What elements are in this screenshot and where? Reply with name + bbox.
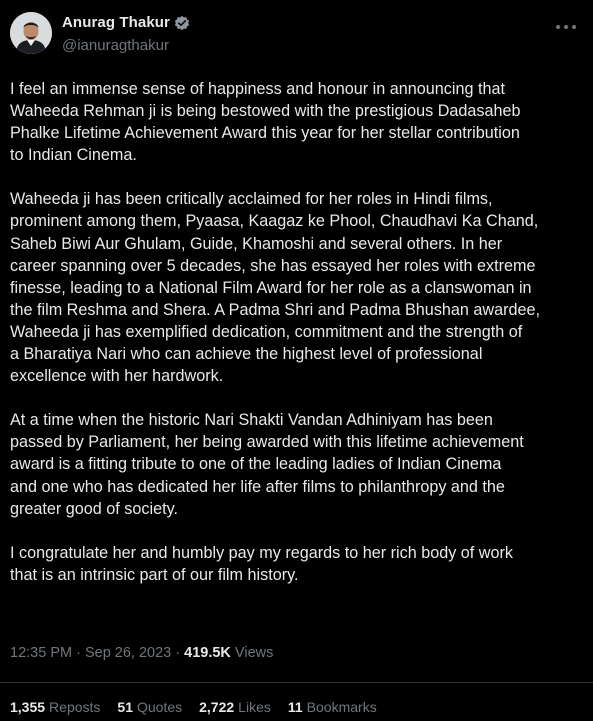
quotes-count: 51 [117,699,133,715]
tweet-paragraph-2: Waheeda ji has been critically acclaimed for her roles in Hindi films, prominent among them, Pyaasa, Kaagaz ke Phool, Chaudhavi Ka Chand, Saheb Biwi Aur Ghulam, Guide, Khamoshi and several others. In her career spanning over 5 decades, she has essayed her roles with extreme finesse, leading to a National Film Award for her role as a clanswoman in the film Reshma and Shera. A Padma Shri and Padma Bhushan awardee, Waheeda ji has exemplified dedication, commitment and the strength of a Bharatiya Nari who can achieve the highest level of professional excellence with her hardwork. [10,190,541,386]
handle[interactable]: @ianuragthakur [62,37,169,54]
meta-separator: · [171,645,185,661]
avatar-image [10,12,52,54]
tweet-header [10,12,583,64]
more-button[interactable] [555,20,577,34]
reposts-count: 1,355 [10,699,46,715]
tweet-text [10,78,582,586]
name-row [62,14,190,31]
bookmarks-label: Bookmarks [306,699,377,715]
avatar[interactable] [10,12,52,54]
engagement-stats [10,699,377,715]
tweet-paragraph-4: I congratulate her and humbly pay my regards to her rich body of work that is an intrinsic part of our film history. [10,543,513,584]
likes-count: 2,722 [199,699,235,715]
verified-badge-icon [174,15,190,31]
bookmarks-count: 11 [287,699,303,715]
tweet-paragraph-1: I feel an immense sense of happiness and honour in announcing that Waheeda Rehman ji is being bestowed with the prestigious Dadasaheb Phalke Lifetime Achievement Award this year for her stellar contribution to Indian Cinema. [10,80,521,165]
quotes-stat[interactable] [117,699,182,715]
divider [0,682,593,683]
tweet-date[interactable]: Sep 26, 2023 [84,645,172,661]
views-count: 419.5K [184,645,231,661]
quotes-label: Quotes [136,699,183,715]
views-label: Views [230,645,274,661]
tweet-meta [10,645,273,661]
reposts-stat[interactable] [10,699,100,715]
tweet-paragraph-3: At a time when the historic Nari Shakti Vandan Adhiniyam has been passed by Parliament, her being awarded with this lifetime achievement award is a fitting tribute to one of the leading ladies of Indian Cinema and one who has dedicated her life after films to philanthropy and the greater good of society. [10,411,524,518]
meta-separator: · [72,645,85,661]
more-horizontal-icon [555,20,577,34]
tweet-time[interactable]: 12:35 PM [10,645,73,661]
reposts-label: Reposts [49,699,101,715]
likes-label: Likes [238,699,271,715]
display-name[interactable]: Anurag Thakur [62,14,170,31]
bookmarks-stat[interactable] [288,699,377,715]
likes-stat[interactable] [199,699,271,715]
